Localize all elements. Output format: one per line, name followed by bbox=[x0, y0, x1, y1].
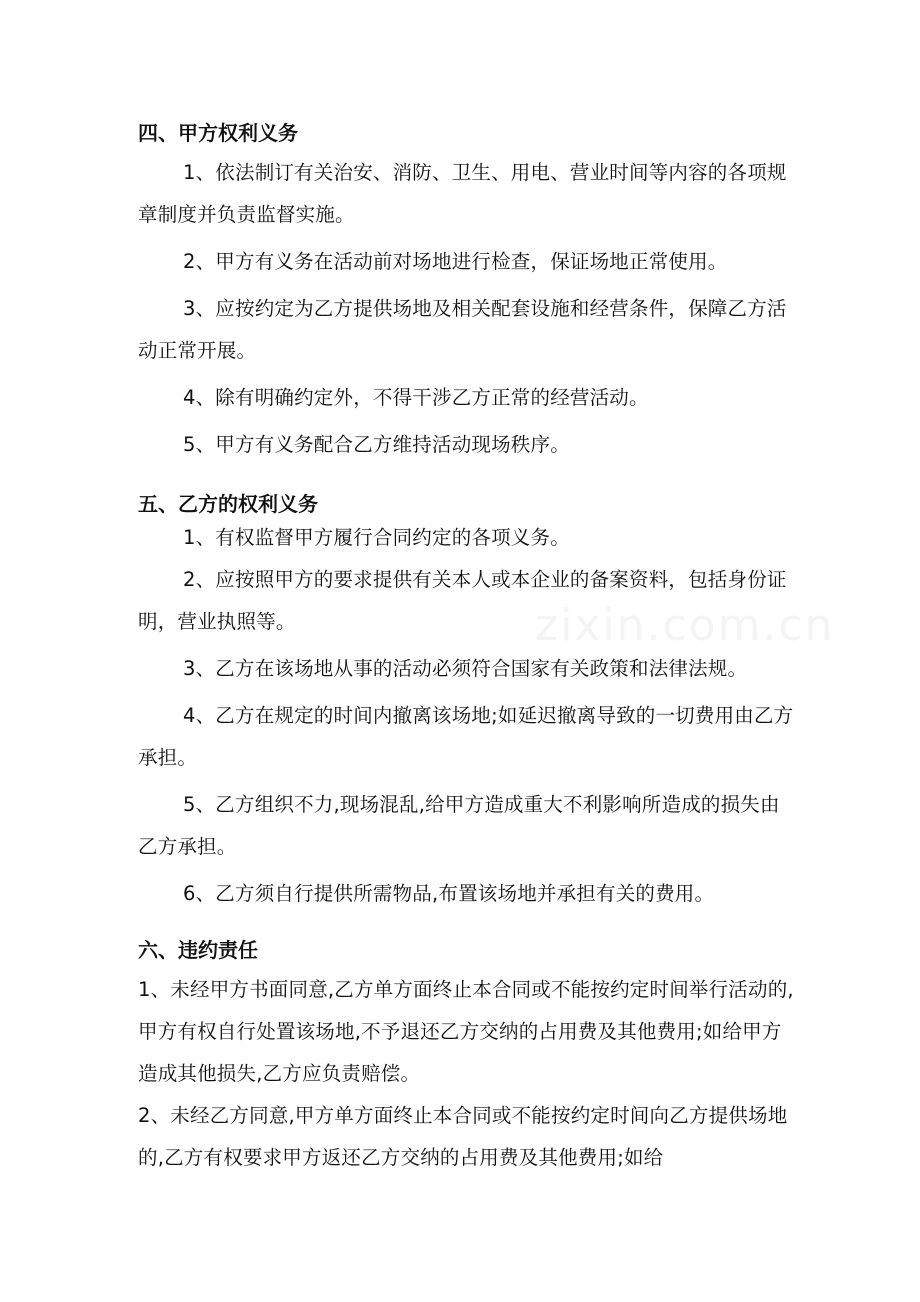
section-breach-liability bbox=[138, 933, 798, 1179]
clause-item: 2、未经乙方同意,甲方单方面终止本合同或不能按约定时间向乙方提供场地的,乙方有权要求甲方返还乙方交纳的占用费及其他费用;如给 bbox=[138, 1104, 788, 1169]
clause-item: 4、乙方在规定的时间内撤离该场地;如延迟撤离导致的一切费用由乙方承担。 bbox=[138, 704, 794, 769]
clause-item: 3、乙方在该场地从事的活动必须符合国家有关政策和法律法规。 bbox=[183, 657, 748, 680]
clause-item: 1、未经甲方书面同意,乙方单方面终止本合同或不能按约定时间举行活动的,甲方有权自行处置该场地,不予退还乙方交纳的占用费及其他费用;如给甲方造成其他损失,乙方应负责赔偿。 bbox=[138, 978, 794, 1085]
clause-item: 6、乙方须自行提供所需物品,布置该场地并承担有关的费用。 bbox=[183, 882, 715, 905]
clause-item: 3、应按约定为乙方提供场地及相关配套设施和经营条件，保障乙方活动正常开展。 bbox=[138, 297, 787, 362]
section-party-a-rights bbox=[138, 116, 798, 466]
section-heading: 六、违约责任 bbox=[138, 938, 258, 962]
clause-item: 5、甲方有义务配合乙方维持活动现场秩序。 bbox=[183, 433, 570, 456]
clause-item: 1、依法制订有关治安、消防、卫生、用电、营业时间等内容的各项规章制度并负责监督实施。 bbox=[138, 161, 787, 226]
section-heading: 五、乙方的权利义务 bbox=[138, 492, 318, 516]
clause-item: 2、应按照甲方的要求提供有关本人或本企业的备案资料，包括身份证明，营业执照等。 bbox=[138, 568, 787, 633]
clause-item: 1、有权监督甲方履行合同约定的各项义务。 bbox=[183, 526, 570, 549]
clause-item: 2、甲方有义务在活动前对场地进行检查，保证场地正常使用。 bbox=[183, 250, 728, 273]
watermark: zixin.com.cn bbox=[535, 600, 835, 651]
section-party-b-rights bbox=[138, 487, 798, 915]
clause-item: 4、除有明确约定外，不得干涉乙方正常的经营活动。 bbox=[183, 386, 649, 409]
clause-item: 5、乙方组织不力,现场混乱,给甲方造成重大不利影响所造成的损失由乙方承担。 bbox=[138, 793, 780, 858]
section-heading: 四、甲方权利义务 bbox=[138, 121, 298, 145]
